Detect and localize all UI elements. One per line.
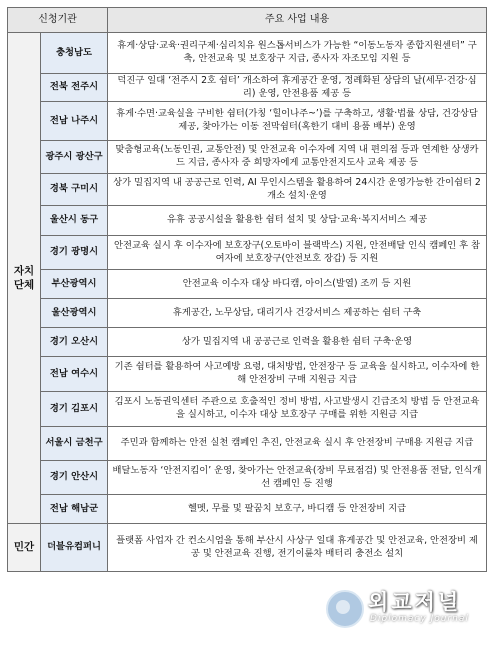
description-cell: 배달노동자 ‘안전지킴이’ 운영, 찾아가는 안전교육(장비 무료점검) 및 안전용품 전달, 인식개선 캠페인 등 진행 xyxy=(108,461,487,495)
description-cell: 상가 밀집지역 내 공공근로 인력을 활용한 쉼터 구축·운영 xyxy=(108,328,487,357)
org-cell: 충청남도 xyxy=(41,33,108,74)
table-row xyxy=(8,299,487,328)
program-table xyxy=(7,7,487,572)
table-row xyxy=(8,33,487,74)
table-row xyxy=(8,328,487,357)
watermark-seal-icon xyxy=(326,590,364,628)
category-local-government: 자치 단체 xyxy=(8,33,41,524)
description-cell: 덕진구 일대 ‘전주시 2호 쉼터’ 개소하여 휴게공간 운영, 정례화된 상담의 날(세무·건강·심리) 운영, 안전용품 제공 등 xyxy=(108,74,487,102)
table-row xyxy=(8,102,487,141)
description-cell: 헬멧, 무릎 및 팔꿈치 보호구, 바디캠 등 안전장비 지급 xyxy=(108,495,487,524)
org-cell: 더블유컴퍼니 xyxy=(41,524,108,572)
table-row xyxy=(8,236,487,270)
header-content: 주요 사업 내용 xyxy=(108,8,487,33)
org-cell: 경기 김포시 xyxy=(41,392,108,427)
org-cell: 울산시 동구 xyxy=(41,206,108,236)
description-cell: 안전교육 실시 후 이수자에 보호장구(오토바이 블랙박스) 지원, 안전배달 인식 캠페인 후 참여자에 보호장구(안전보호 장갑) 등 지원 xyxy=(108,236,487,270)
table-row xyxy=(8,74,487,102)
category-private: 민간 xyxy=(8,524,41,572)
description-cell: 휴게·상담·교육·권리구제·심리치유 원스톱서비스가 가능한 “이동노동자 종합지원센터” 구축, 안전교육 및 보호장구 지급, 종사자 자조모임 지원 등 xyxy=(108,33,487,74)
org-cell: 전남 여수시 xyxy=(41,357,108,392)
description-cell: 유휴 공공시설을 활용한 쉼터 설치 및 상담·교육·복지서비스 제공 xyxy=(108,206,487,236)
table-row xyxy=(8,427,487,461)
table-row xyxy=(8,270,487,299)
table-row xyxy=(8,141,487,174)
org-cell: 경기 광명시 xyxy=(41,236,108,270)
header-row xyxy=(8,8,487,33)
header-org: 신청기관 xyxy=(8,8,108,33)
description-cell: 주민과 함께하는 안전 실천 캠페인 추진, 안전교육 실시 후 안전장비 구매용 지원금 지급 xyxy=(108,427,487,461)
table-row xyxy=(8,174,487,206)
table-row xyxy=(8,524,487,572)
org-cell: 광주시 광산구 xyxy=(41,141,108,174)
org-cell: 경기 안산시 xyxy=(41,461,108,495)
org-cell: 울산광역시 xyxy=(41,299,108,328)
description-cell: 휴게공간, 노무상담, 대리기사 건강서비스 제공하는 쉼터 구축 xyxy=(108,299,487,328)
description-cell: 김포시 노동권익센터 주관으로 호출적인 정비 방법, 사고발생시 긴급조치 방법 등 안전교육을 실시하고, 이수자 대상 보호장구 구매를 위한 지원금 지급 xyxy=(108,392,487,427)
org-cell: 경북 구미시 xyxy=(41,174,108,206)
watermark-sub: Diplomacy Journal xyxy=(370,614,469,624)
description-cell: 상가 밀집지역 내 공공근로 인력, AI 무인시스템을 활용하여 24시간 운영가능한 간이쉼터 2개소 설치·운영 xyxy=(108,174,487,206)
table-row xyxy=(8,392,487,427)
description-cell: 플랫폼 사업자 간 컨소시엄을 통해 부산시 사상구 일대 휴게공간 및 안전교육, 안전장비 제공 및 안전교육 진행, 전기이륜차 배터리 충전소 설치 xyxy=(108,524,487,572)
description-cell: 휴게·수면·교육실을 구비한 쉼터(가칭 ‘힐이나주~’)를 구축하고, 생활·법률 상담, 건강상담 제공, 찾아가는 이동 전막쉼터(혹한기 대비 용품 배부) 운영 xyxy=(108,102,487,141)
table-row xyxy=(8,461,487,495)
org-cell: 경기 오산시 xyxy=(41,328,108,357)
org-cell: 부산광역시 xyxy=(41,270,108,299)
table-row xyxy=(8,206,487,236)
description-cell: 안전교육 이수자 대상 바디캠, 아이스(발열) 조끼 등 지원 xyxy=(108,270,487,299)
table-row xyxy=(8,495,487,524)
description-cell: 기존 쉼터를 활용하여 사고예방 요령, 대처방법, 안전장구 등 교육을 실시하고, 이수자에 한해 안전장비 구매 지원금 지급 xyxy=(108,357,487,392)
org-cell: 전북 전주시 xyxy=(41,74,108,102)
table-row xyxy=(8,357,487,392)
watermark-name: 외교저널 xyxy=(368,590,462,614)
org-cell: 서울시 금천구 xyxy=(41,427,108,461)
description-cell: 맞춤형교육(노동인권, 교통안전) 및 안전교육 이수자에 지역 내 편의점 등과 연계한 상생카드 지급, 종사자 중 희망자에게 교통안전지도사 교육 제공 등 xyxy=(108,141,487,174)
watermark-logo xyxy=(326,584,486,632)
org-cell: 전남 나주시 xyxy=(41,102,108,141)
org-cell: 전남 해남군 xyxy=(41,495,108,524)
